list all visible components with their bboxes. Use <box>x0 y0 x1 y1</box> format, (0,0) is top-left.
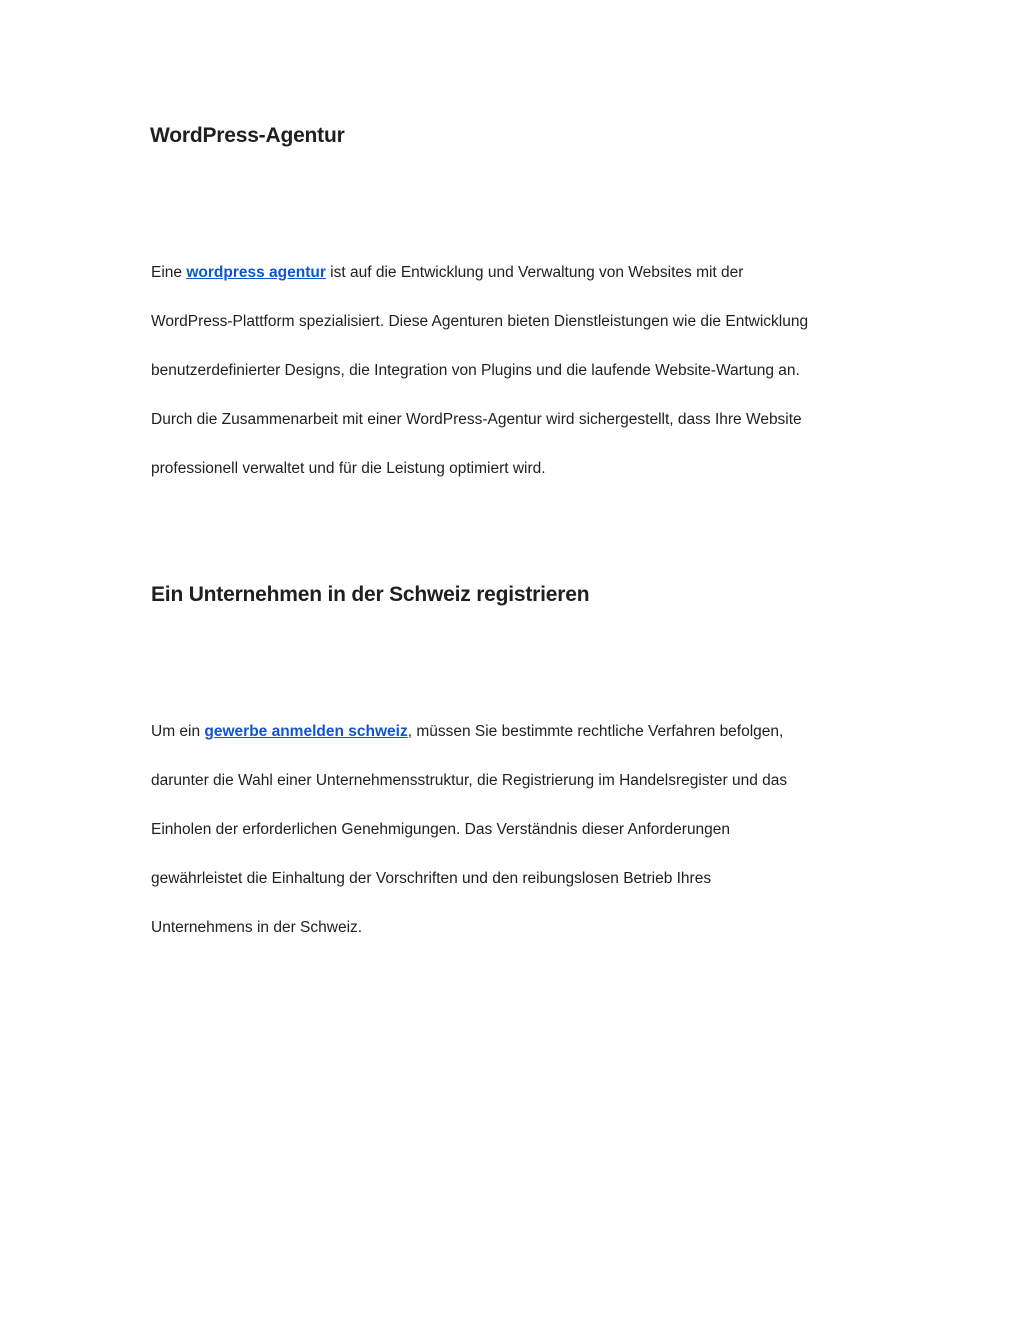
paragraph-line: professionell verwaltet und für die Leistung optimiert wird. <box>151 460 546 477</box>
wordpress-agentur-link[interactable]: wordpress agentur <box>186 264 326 281</box>
text-run: ist auf die Entwicklung und Verwaltung von Websites mit der <box>325 264 744 281</box>
text-run: Eine <box>151 264 187 281</box>
paragraph-line: WordPress-Plattform spezialisiert. Diese Agenturen bieten Dienstleistungen wie die Entwicklung <box>151 313 809 330</box>
text-run: Um ein <box>151 723 205 740</box>
paragraph-line: darunter die Wahl einer Unternehmensstruktur, die Registrierung im Handelsregister und das <box>151 772 788 789</box>
section-heading-wordpress-agentur: WordPress-Agentur <box>150 124 345 147</box>
gewerbe-anmelden-schweiz-link[interactable]: gewerbe anmelden schweiz <box>204 723 408 740</box>
text-run: , müssen Sie bestimmte rechtliche Verfahren befolgen, <box>407 723 784 740</box>
paragraph-schweiz-registrieren <box>151 707 891 952</box>
paragraph-line <box>151 248 891 297</box>
paragraph-line: benutzerdefinierter Designs, die Integration von Plugins und die laufende Website-Wartung an. <box>151 362 800 379</box>
paragraph-wordpress-agentur <box>151 248 891 493</box>
paragraph-line: Durch die Zusammenarbeit mit einer WordPress-Agentur wird sichergestellt, dass Ihre Website <box>151 411 802 428</box>
section-heading-schweiz-registrieren: Ein Unternehmen in der Schweiz registrieren <box>151 583 590 606</box>
paragraph-line: gewährleistet die Einhaltung der Vorschriften und den reibungslosen Betrieb Ihres <box>151 870 712 887</box>
paragraph-line: Unternehmens in der Schweiz. <box>151 919 363 936</box>
paragraph-line <box>151 707 891 756</box>
paragraph-line: Einholen der erforderlichen Genehmigungen. Das Verständnis dieser Anforderungen <box>151 821 731 838</box>
